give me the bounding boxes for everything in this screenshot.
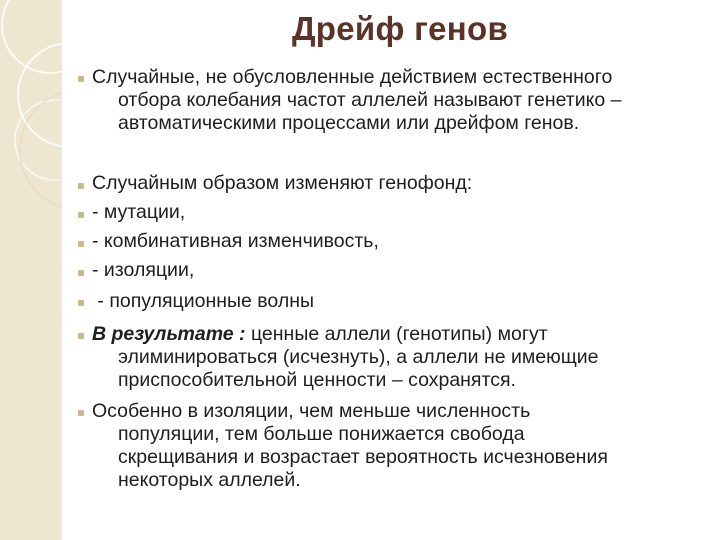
p2-item-1: - мутации, [92, 201, 186, 223]
p2-item-3: - изоляции, [92, 259, 195, 281]
p2-item-2: - комбинативная изменчивость, [92, 230, 379, 252]
p1-line-1: Случайные, не обусловленные действием естественного [92, 66, 613, 88]
p3-emphasis: В результате : [92, 323, 246, 345]
p2-heading: Случайным образом изменяют генофонд: [92, 172, 473, 194]
p4-line-2: популяции, тем больше понижается свобода [118, 423, 525, 445]
p3-line-1-text: ценные аллели (генотипы) могут [245, 323, 548, 345]
bullet-marker [78, 300, 84, 306]
p3-line-1 [92, 323, 548, 346]
bullet-marker [78, 183, 84, 189]
p4-line-3: скрещивания и возрастает вероятность исчезновения [118, 446, 608, 468]
p2-item-4: - популяционные волны [92, 290, 314, 312]
side-separator [62, 0, 64, 540]
decorative-side-strip [0, 0, 62, 540]
decorative-circles-graphic [0, 0, 62, 540]
p3-line-2: элиминироваться (исчезнуть), а аллели не имеющие [118, 346, 599, 368]
bullet-marker [78, 241, 84, 247]
bullet-marker [78, 333, 84, 339]
p3-line-3: приспособительной ценности – сохранятся. [118, 369, 516, 391]
p4-line-4: некоторых аллелей. [118, 469, 301, 491]
bullet-marker [78, 76, 84, 82]
slide-title: Дрейф генов [291, 10, 509, 47]
p1-line-3: автоматическими процессами или дрейфом генов. [118, 112, 580, 134]
bullet-marker [78, 270, 84, 276]
bullet-marker [78, 212, 84, 218]
p1-line-2: отбора колебания частот аллелей называют генетико – [118, 89, 622, 111]
bullet-marker [78, 410, 84, 416]
p4-line-1: Особенно в изоляции, чем меньше численность [92, 400, 531, 422]
